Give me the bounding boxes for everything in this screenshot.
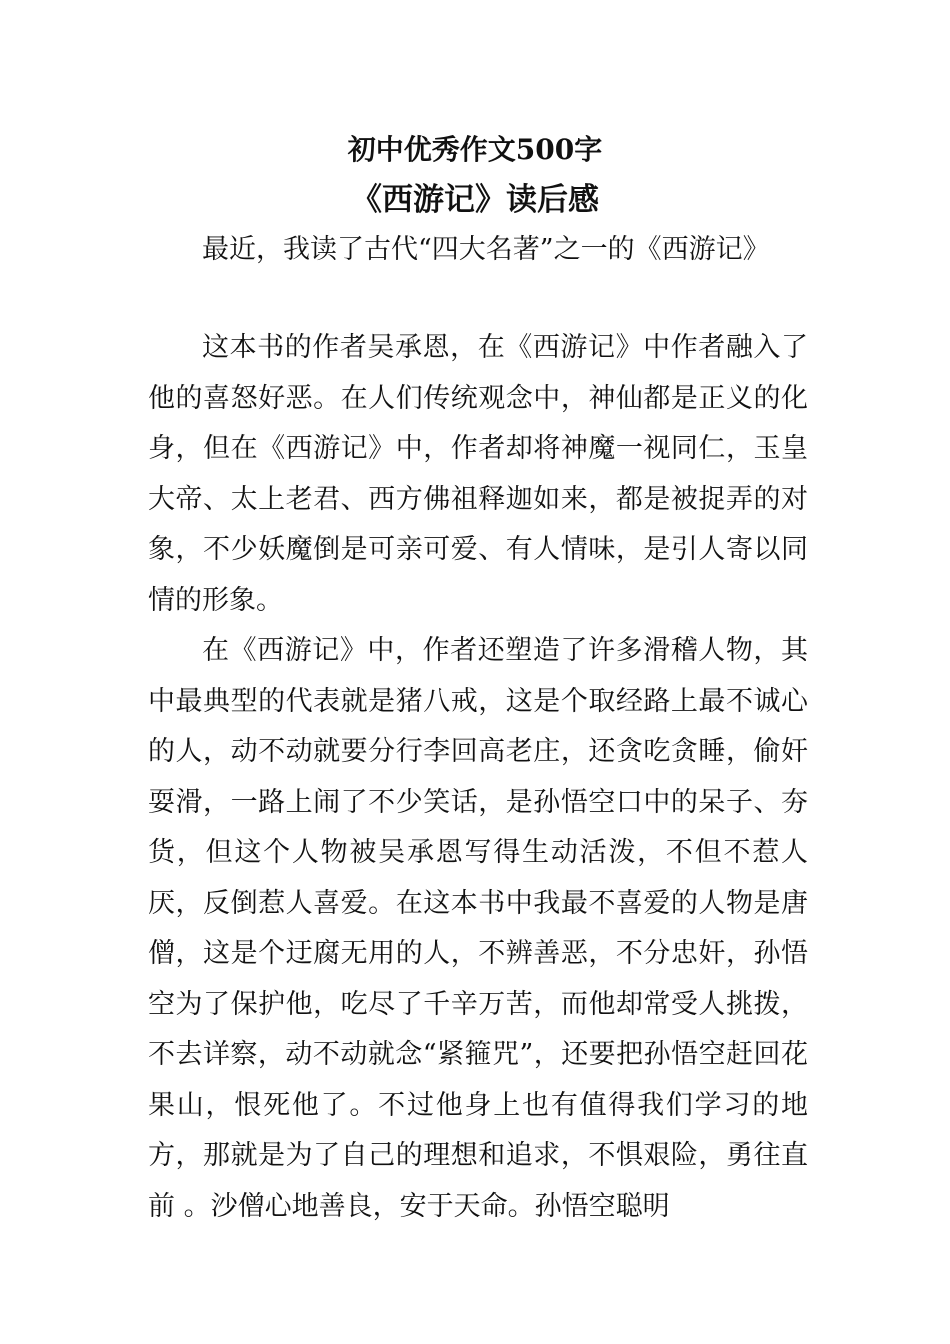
document-title: 初中优秀作文500字 [347, 133, 603, 166]
document-subtitle: 《西游记》读后感 [351, 182, 599, 218]
intro-line: 最近，我读了古代“四大名著”之一的《西游记》 [202, 234, 770, 265]
paragraph-2: 在《西游记》中，作者还塑造了许多滑稽人物，其中最典型的代表就是猪八戒，这是个取经路上最不诚心的人，动不动就要分行李回高老庄，还贪吃贪睡，偷奸耍滑，一路上闹了不少笑话，是孙悟空口中的呆子、夯货，但这个人物被吴承恩写得生动活泼，不但不惹人厌，反倒惹人喜爱。在这本书中我最不喜爱的人物是唐僧，这是个迂腐无用的人，不辨善恶，不分忠奸，孙悟空为了保护他，吃尽了千辛万苦，而他却常受人挑拨，不去详察，动不动就念“紧箍咒”，还要把孙悟空赶回花果山，恨死他了。不过他身上也有值得我们学习的地方，那就是为了自己的理想和追求，不惧艰险，勇往直前 。沙僧心地善良，安于天命。孙悟空聪明 [148, 635, 808, 1222]
paragraph-1: 这本书的作者吴承恩，在《西游记》中作者融入了他的喜怒好恶。在人们传统观念中，神仙都是正义的化身，但在《西游记》中，作者却将神魔一视同仁，玉皇大帝、太上老君、西方佛祖释迦如来，都是被捉弄的对象，不少妖魔倒是可亲可爱、有人情味，是引人寄以同情的形象。 [148, 332, 808, 616]
body-text [148, 323, 808, 1232]
